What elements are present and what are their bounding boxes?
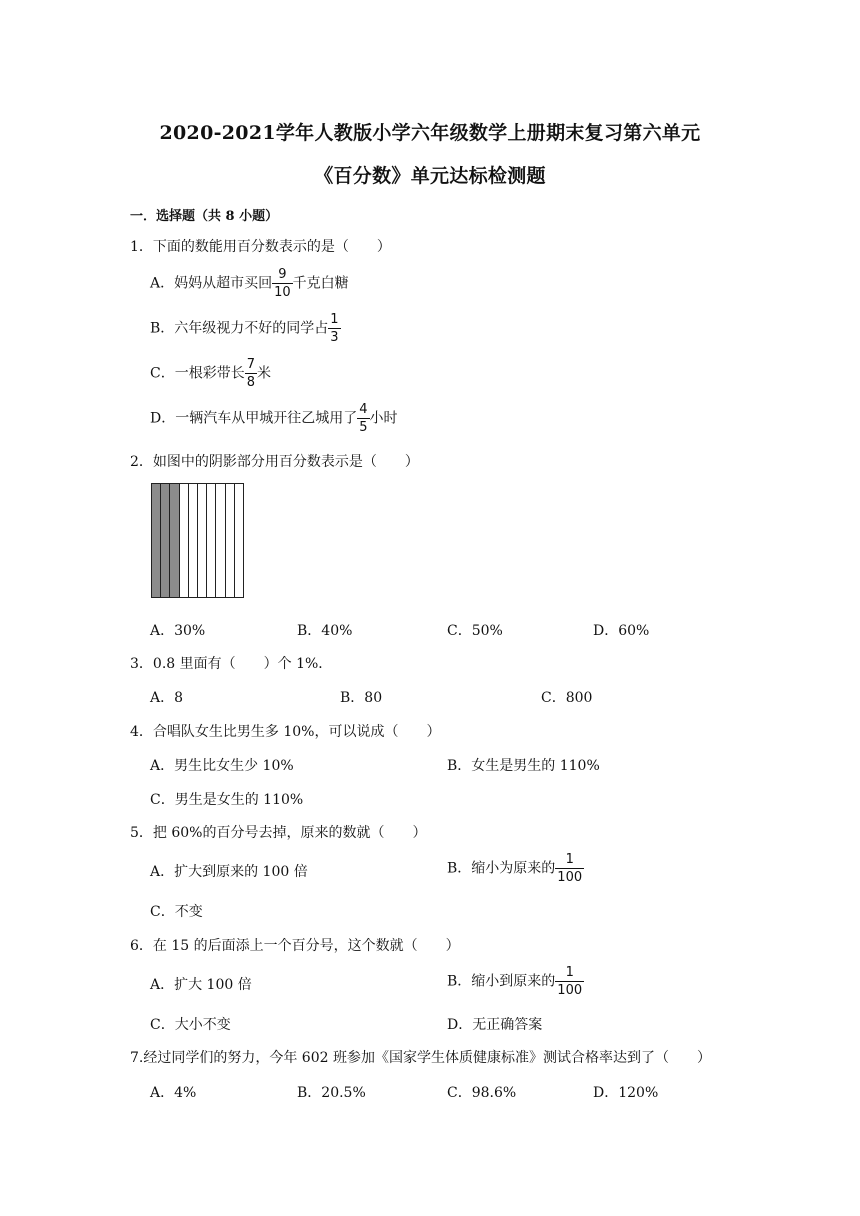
question-7-option-a: A．4% [150, 1085, 197, 1101]
denominator: 100 [557, 870, 583, 885]
grid-column-shaded [161, 484, 170, 597]
question-6-stem: 6．在 15 的后面添上一个百分号，这个数就（ ） [130, 938, 460, 954]
fraction [556, 965, 583, 998]
grid-column-shaded [152, 484, 161, 597]
question-5-option-b [447, 852, 584, 885]
question-2-stem: 2．如图中的阴影部分用百分数表示是（ ） [130, 454, 419, 470]
section-heading: 一．选择题（共 8 小题） [130, 209, 279, 224]
question-7-stem: 7.经过同学们的努力，今年 602 班参加《国家学生体质健康标准》测试合格率达到了（ ） [130, 1050, 711, 1066]
option-text-suffix: 小时 [369, 410, 398, 427]
question-1-stem: 1．下面的数能用百分数表示的是（ ） [130, 239, 391, 255]
grid-column-shaded [170, 484, 179, 597]
question-6-option-c: C．大小不变 [150, 1017, 231, 1033]
denominator: 8 [246, 375, 255, 390]
question-1-option-d [150, 402, 398, 435]
question-2-option-d: D．60% [593, 623, 650, 639]
grid-column [189, 484, 198, 597]
grid-column [216, 484, 225, 597]
question-7-option-c: C．98.6% [447, 1085, 517, 1101]
question-1-option-a [150, 267, 349, 300]
grid-column [235, 484, 243, 597]
option-text-suffix: 米 [257, 365, 271, 382]
option-text: B．缩小为原来的 [447, 860, 556, 877]
question-5-option-c: C．不变 [150, 904, 203, 920]
question-6-option-a: A．扩大 100 倍 [150, 977, 252, 993]
question-1-option-c [150, 357, 271, 390]
fraction [556, 852, 583, 885]
question-2-option-b: B．40% [297, 623, 353, 639]
option-text: B．六年级视力不好的同学占 [150, 320, 329, 337]
question-1-option-b [150, 312, 341, 345]
denominator: 3 [330, 330, 339, 345]
question-3-option-b: B．80 [340, 690, 383, 706]
question-7-option-b: B．20.5% [297, 1085, 366, 1101]
grid-column [226, 484, 235, 597]
option-text-suffix: 千克白糖 [292, 275, 349, 292]
grid-column [180, 484, 189, 597]
denominator: 10 [274, 285, 291, 300]
question-5-stem: 5．把 60%的百分号去掉，原来的数就（ ） [130, 825, 427, 841]
option-text: A．妈妈从超市买回 [150, 275, 273, 292]
shaded-grid-figure [151, 483, 244, 598]
option-text: B．缩小到原来的 [447, 973, 556, 990]
question-7-option-d: D．120% [593, 1085, 659, 1101]
denominator: 100 [557, 983, 583, 998]
option-text: C．一根彩带长 [150, 365, 245, 382]
fraction [246, 357, 256, 390]
question-3-option-c: C．800 [541, 690, 593, 706]
numerator: 9 [278, 267, 287, 282]
numerator: 1 [565, 965, 574, 980]
denominator: 5 [359, 420, 368, 435]
question-4-option-a: A．男生比女生少 10% [150, 758, 294, 774]
question-4-option-c: C．男生是女生的 110% [150, 792, 304, 808]
numerator: 4 [359, 402, 368, 417]
numerator: 1 [330, 312, 339, 327]
numerator: 1 [565, 852, 574, 867]
option-text: D．一辆汽车从甲城开往乙城用了 [150, 410, 358, 427]
numerator: 7 [246, 357, 255, 372]
grid-column [207, 484, 216, 597]
question-6-option-b [447, 965, 584, 998]
question-3-option-a: A．8 [150, 690, 184, 706]
question-2-option-a: A．30% [150, 623, 206, 639]
question-5-option-a: A．扩大到原来的 100 倍 [150, 864, 308, 880]
fraction [358, 402, 368, 435]
fraction [329, 312, 339, 345]
grid-column [198, 484, 207, 597]
question-4-stem: 4．合唱队女生比男生多 10%，可以说成（ ） [130, 724, 441, 740]
question-3-stem: 3．0.8 里面有（ ）个 1%． [130, 656, 333, 672]
page-title-line-1: 2020-2021学年人教版小学六年级数学上册期末复习第六单元 [159, 122, 701, 144]
page-title-line-2: 《百分数》单元达标检测题 [314, 165, 546, 187]
question-6-option-d: D．无正确答案 [447, 1017, 543, 1033]
question-4-option-b: B．女生是男生的 110% [447, 758, 600, 774]
fraction [273, 267, 292, 300]
question-2-option-c: C．50% [447, 623, 503, 639]
